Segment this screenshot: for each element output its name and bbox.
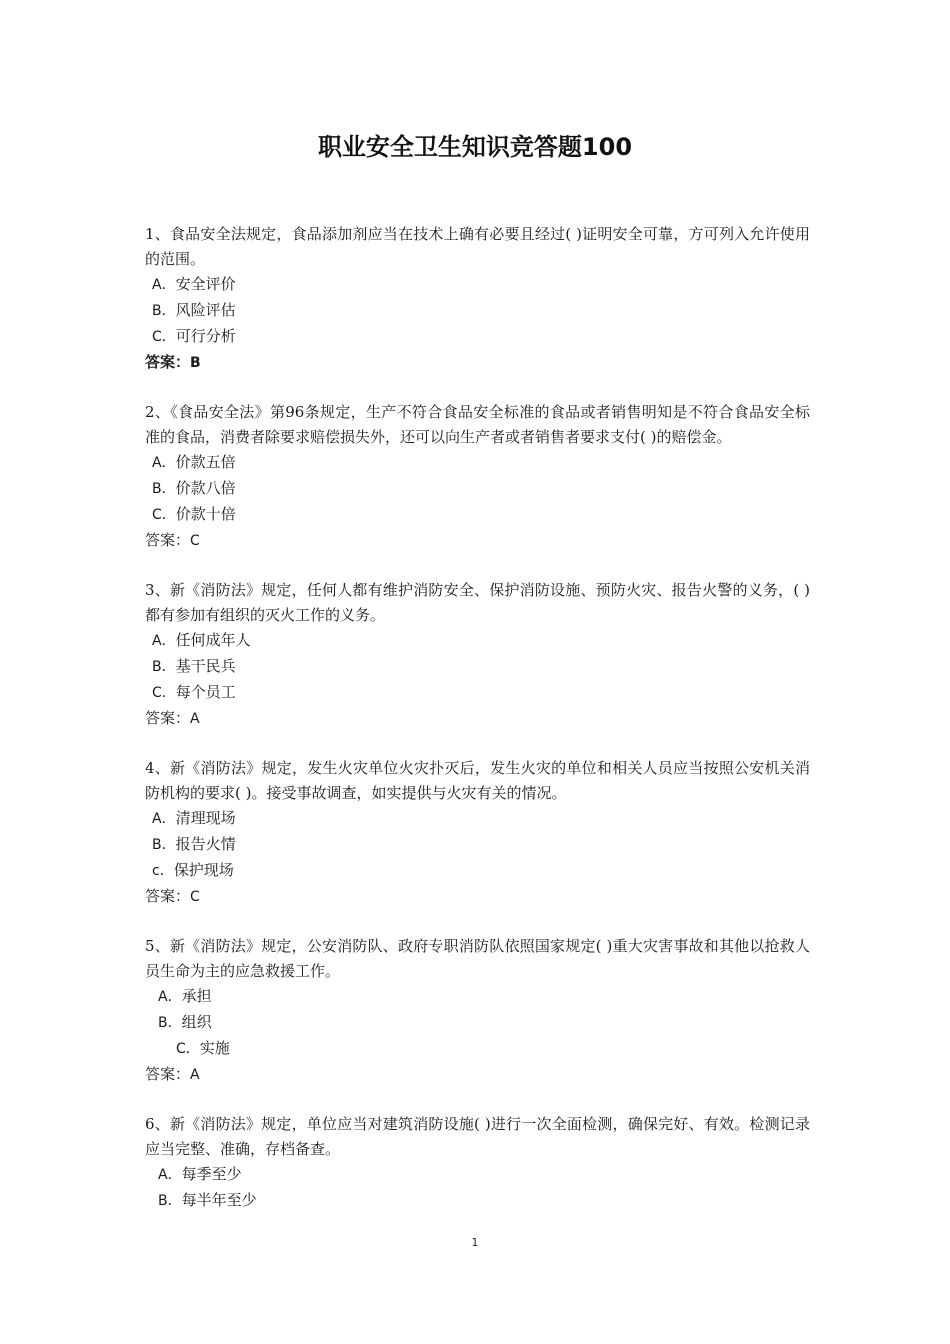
option-letter: C． xyxy=(152,685,176,701)
option-letter: A． xyxy=(158,1167,182,1183)
option-text: 基干民兵 xyxy=(175,657,236,675)
option-letter: A． xyxy=(152,633,176,649)
option-text: 清理现场 xyxy=(175,809,236,827)
option-text: 承担 xyxy=(181,987,212,1005)
option-text: 组织 xyxy=(181,1013,212,1031)
answer-value: A xyxy=(190,1067,200,1083)
question-3 xyxy=(145,578,810,732)
option-b xyxy=(145,476,810,502)
question-6 xyxy=(145,1112,810,1214)
answer-value: C xyxy=(190,889,200,905)
option-letter: A． xyxy=(152,455,176,471)
option-letter: B． xyxy=(152,659,176,675)
option-a xyxy=(145,628,810,654)
option-letter: C． xyxy=(152,507,176,523)
option-a xyxy=(145,450,810,476)
answer-value: B xyxy=(190,355,201,371)
option-text: 保护现场 xyxy=(173,861,234,879)
option-letter: B． xyxy=(158,1015,182,1031)
document-title: 职业安全卫生知识竞答题100 xyxy=(317,133,633,161)
answer-value: A xyxy=(190,711,200,727)
question-text: 5、新《消防法》规定，公安消防队、政府专职消防队依照国家规定( )重大灾害事故和其他以抢救人员生命为主的应急救援工作。 xyxy=(145,937,810,980)
option-c xyxy=(145,680,810,706)
option-letter: B． xyxy=(158,1193,182,1209)
answer-line xyxy=(145,1062,810,1088)
option-letter: A． xyxy=(158,989,182,1005)
option-c xyxy=(145,858,810,884)
option-a xyxy=(145,1162,810,1188)
question-4 xyxy=(145,756,810,910)
question-text: 4、新《消防法》规定，发生火灾单位火灾扑灭后，发生火灾的单位和相关人员应当按照公安机关消防机构的要求( )。接受事故调查，如实提供与火灾有关的情况。 xyxy=(145,759,810,802)
option-a xyxy=(145,272,810,298)
option-a xyxy=(145,984,810,1010)
option-b xyxy=(145,1188,810,1214)
option-text: 报告火情 xyxy=(175,835,236,853)
option-letter: B． xyxy=(152,837,176,853)
answer-line xyxy=(145,706,810,732)
option-text: 每季至少 xyxy=(181,1165,242,1183)
question-text: 3、新《消防法》规定，任何人都有维护消防安全、保护消防设施、预防火灾、报告火警的义务，( )都有参加有组织的灭火工作的义务。 xyxy=(145,581,810,624)
option-letter: B． xyxy=(152,303,176,319)
option-a xyxy=(145,806,810,832)
answer-label: 答案： xyxy=(145,709,191,727)
question-list xyxy=(145,222,810,1238)
option-letter: C． xyxy=(152,329,176,345)
option-b xyxy=(145,1010,810,1036)
question-text: 2、《食品安全法》第96条规定，生产不符合食品安全标准的食品或者销售明知是不符合食品安全标准的食品，消费者除要求赔偿损失外，还可以向生产者或者销售者要求支付( )的赔偿金。 xyxy=(145,403,810,446)
question-1 xyxy=(145,222,810,376)
option-text: 实施 xyxy=(199,1039,230,1057)
answer-label: 答案： xyxy=(145,353,191,371)
option-b xyxy=(145,832,810,858)
option-letter: c． xyxy=(152,863,174,879)
option-letter: C． xyxy=(176,1041,200,1057)
question-text: 1、食品安全法规定，食品添加剂应当在技术上确有必要且经过( )证明安全可靠，方可列入允许使用的范围。 xyxy=(145,225,810,268)
option-text: 可行分析 xyxy=(175,327,236,345)
option-b xyxy=(145,298,810,324)
answer-value: C xyxy=(190,533,200,549)
question-text: 6、新《消防法》规定，单位应当对建筑消防设施( )进行一次全面检测，确保完好、有效。检测记录应当完整、准确，存档备查。 xyxy=(145,1115,810,1158)
question-5 xyxy=(145,934,810,1088)
option-letter: B． xyxy=(152,481,176,497)
page-number: 1 xyxy=(471,1236,479,1249)
question-2 xyxy=(145,400,810,554)
option-letter: A． xyxy=(152,277,176,293)
answer-label: 答案： xyxy=(145,887,191,905)
option-text: 每半年至少 xyxy=(181,1191,257,1209)
option-text: 安全评价 xyxy=(175,275,236,293)
answer-label: 答案： xyxy=(145,531,191,549)
option-text: 每个员工 xyxy=(175,683,236,701)
option-text: 价款十倍 xyxy=(175,505,236,523)
option-text: 任何成年人 xyxy=(175,631,251,649)
option-c xyxy=(145,324,810,350)
option-text: 价款八倍 xyxy=(175,479,236,497)
answer-line xyxy=(145,884,810,910)
option-text: 风险评估 xyxy=(175,301,236,319)
answer-line xyxy=(145,350,810,376)
option-b xyxy=(145,654,810,680)
option-c xyxy=(145,502,810,528)
option-text: 价款五倍 xyxy=(175,453,236,471)
answer-label: 答案： xyxy=(145,1065,191,1083)
option-letter: A． xyxy=(152,811,176,827)
option-c xyxy=(145,1036,810,1062)
answer-line xyxy=(145,528,810,554)
